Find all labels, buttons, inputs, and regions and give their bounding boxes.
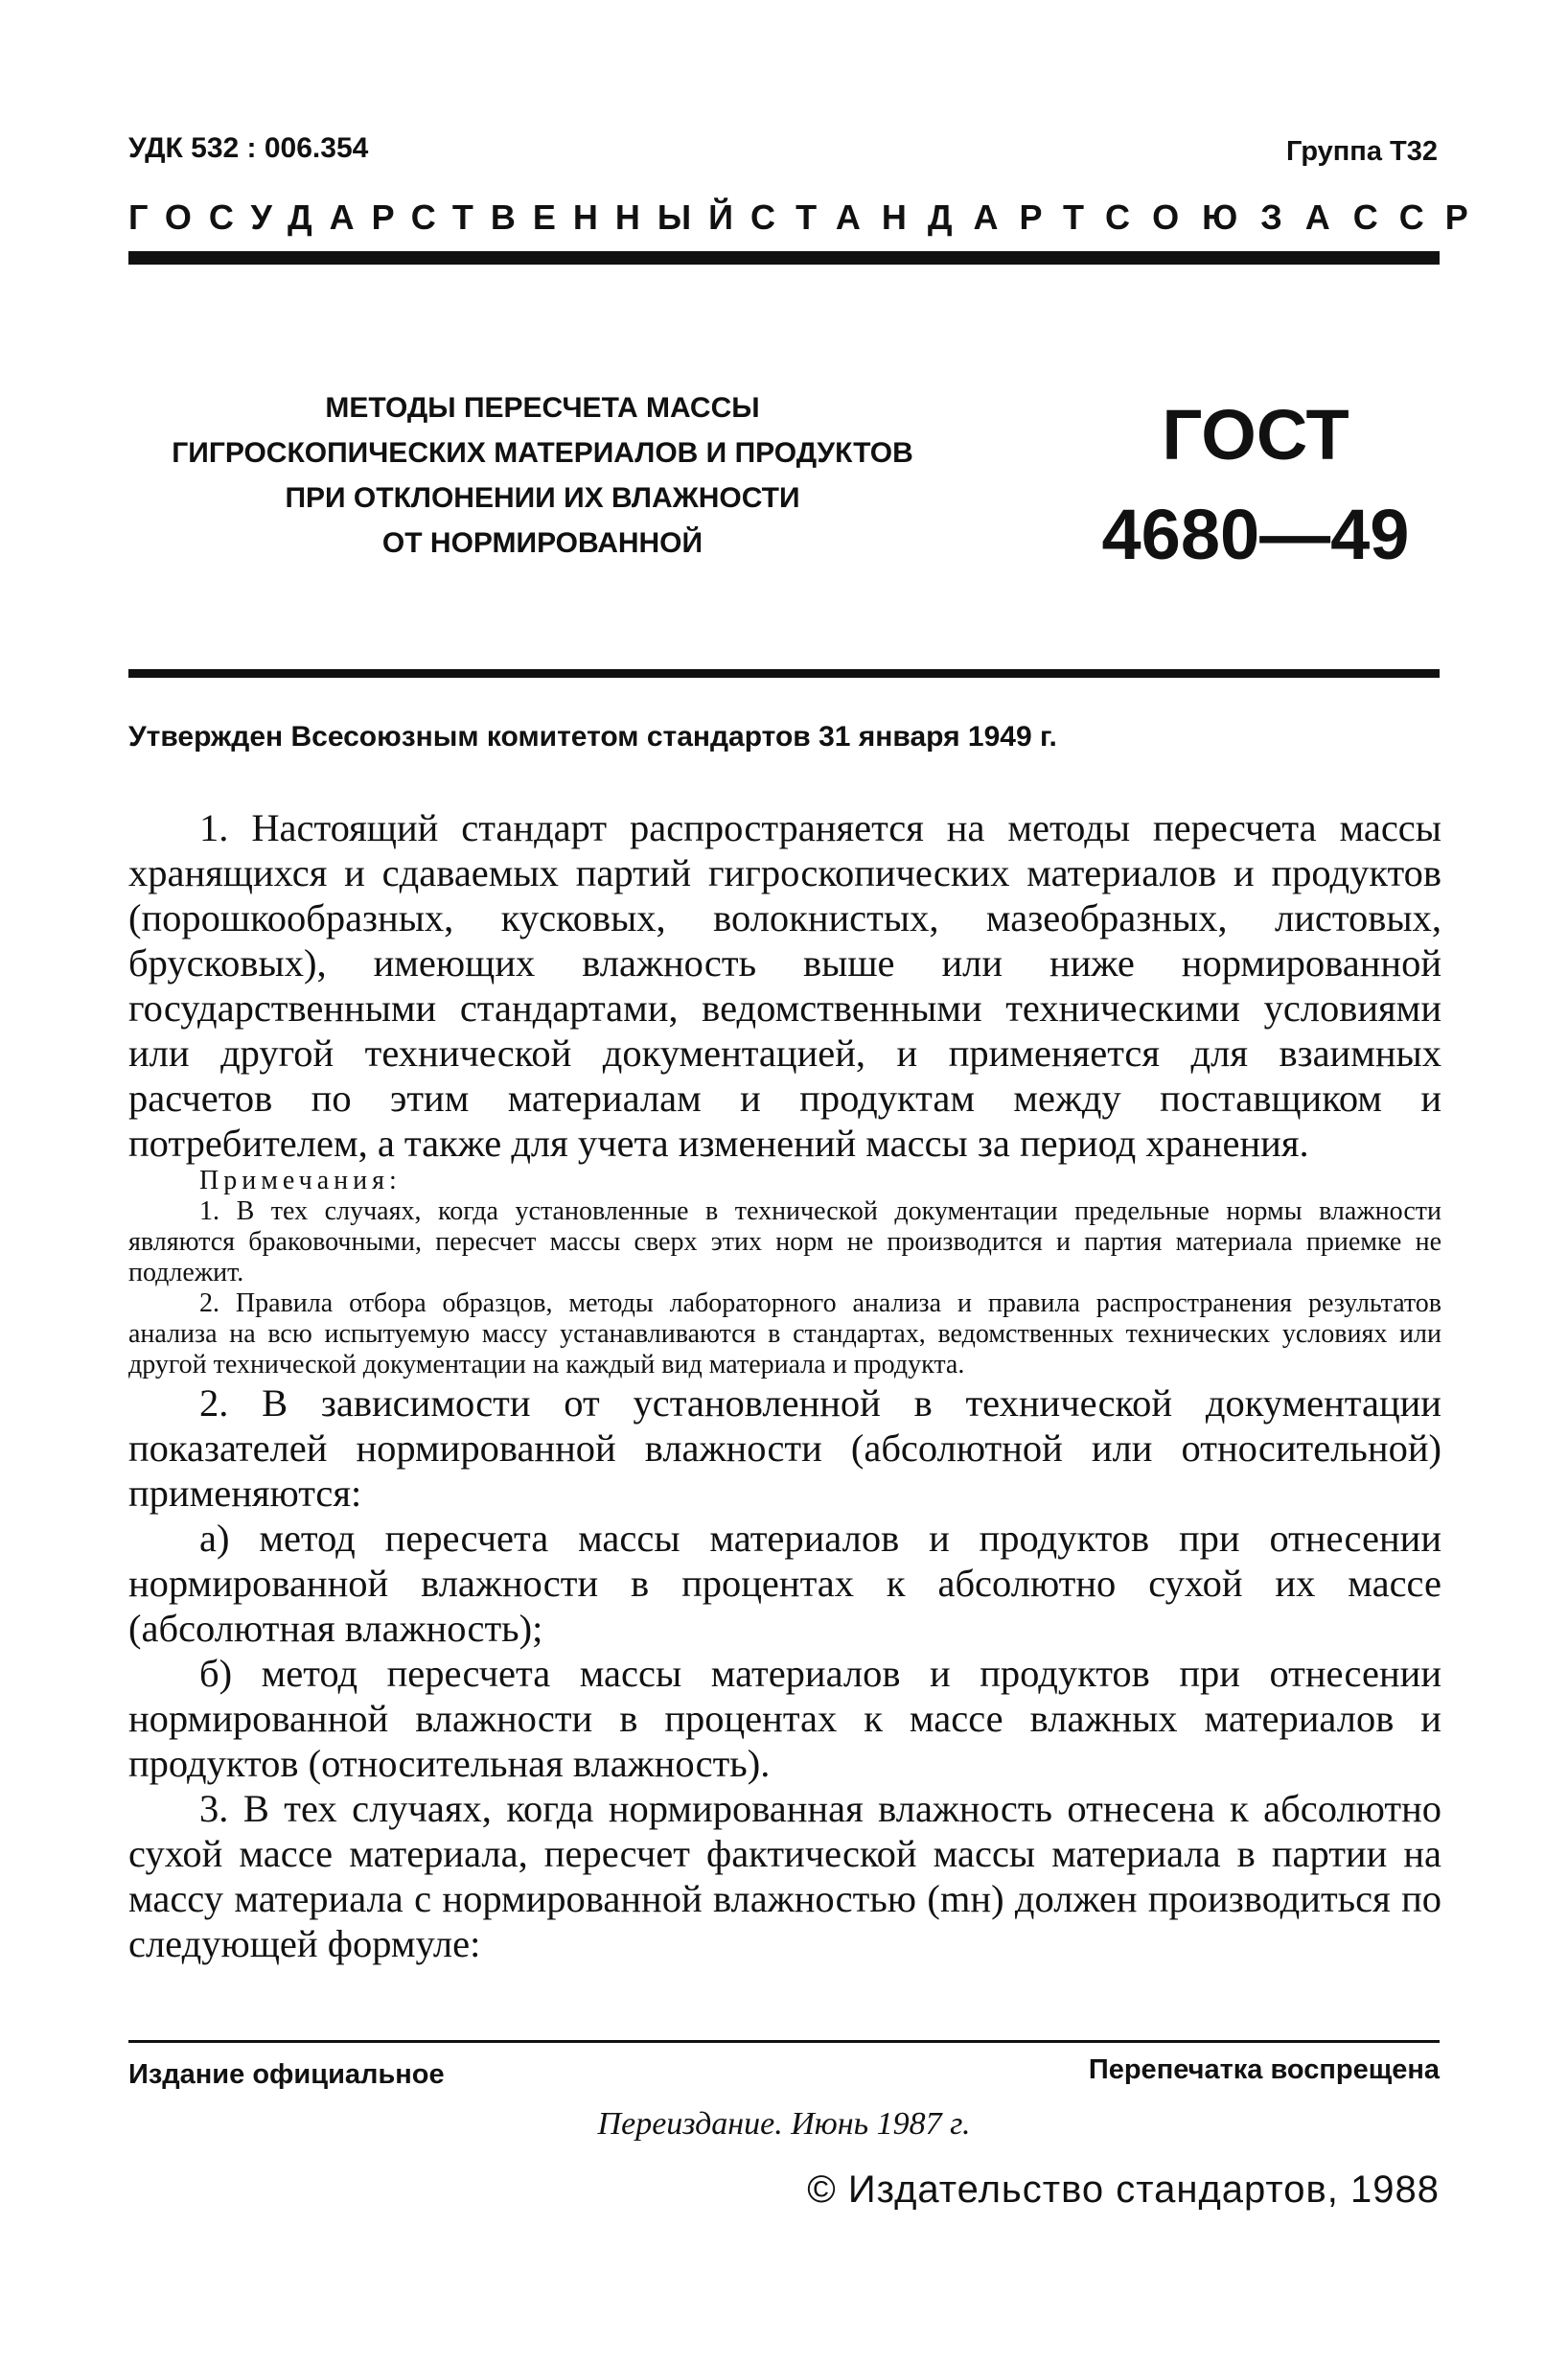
title-line-4: ОТ НОРМИРОВАННОЙ <box>381 527 703 559</box>
gost-number: 4680—49 <box>1101 495 1410 574</box>
document-title <box>150 385 935 566</box>
reissue-note: Переиздание. Июнь 1987 г. <box>597 2106 971 2142</box>
paragraph-3: 3. В тех случаях, когда нормированная влажность отнесена к абсолютно сухой массе материала, пересчет фактической массы материала в партии на массу материала с нормированной влажностью (mн) должен производиться по следующей формуле: <box>128 1787 1441 1965</box>
approval-note: Утвержден Всесоюзным комитетом стандартов 31 января 1949 г. <box>128 721 1057 753</box>
notes-heading: Примечания: <box>199 1166 402 1195</box>
title-line-1: МЕТОДЫ ПЕРЕСЧЕТА МАССЫ <box>325 392 760 424</box>
note-1: 1. В тех случаях, когда установленные в технической документации предельные нормы влажности являются браковочными, пересчет массы сверх этих норм не производится и партия материала приемке не подлежит. <box>128 1196 1441 1287</box>
reprint-prohibited-label: Перепечатка воспрещена <box>1088 2054 1440 2085</box>
udc-code: УДК 532 : 006.354 <box>128 132 369 164</box>
banner-word-1: ГОСУДАРСТВЕННЫЙ <box>128 197 751 237</box>
notes-section <box>128 1166 1441 1380</box>
paragraph-1: 1. Настоящий стандарт распространяется на методы пересчета массы хранящихся и сдаваемых партий гигроскопических материалов и продуктов (порошкообразных, кусковых, волокнистых, мазеобразных, листовых, брусковых), имеющих влажность выше или ниже нормированной государственными стандартами, ведомственными техническими условиями или другой технической документацией, и применяется для взаимных расчетов по этим материалам и продуктам между поставщиком и потребителем, а также для учета изменений массы за период хранения. <box>128 806 1441 1165</box>
title-line-2: ГИГРОСКОПИЧЕСКИХ МАТЕРИАЛОВ И ПРОДУКТОВ <box>172 437 913 469</box>
header-rule <box>128 251 1440 265</box>
banner-word-4: ССР <box>1352 197 1489 237</box>
document-body <box>128 805 1441 1966</box>
copyright-line: © Издательство стандартов, 1988 <box>807 2168 1440 2211</box>
item-b: б) метод пересчета массы материалов и продуктов при отнесении нормированной влажности в процентах к массе влажных материалов и продуктов (относительная влажность). <box>128 1652 1441 1785</box>
footer-rule <box>128 2040 1440 2043</box>
note-2: 2. Правила отбора образцов, методы лабораторного анализа и правила распространения результатов анализа на всю испытуемую массу устанавливаются в стандартах, ведомственных технических условиях или другой технической документации на каждый вид материала и продукта. <box>128 1288 1441 1380</box>
title-line-3: ПРИ ОТКЛОНЕНИИ ИХ ВЛАЖНОСТИ <box>285 482 800 514</box>
banner-word-2: СТАНДАРТ <box>750 197 1106 237</box>
banner-word-3: СОЮЗА <box>1105 197 1353 237</box>
gost-label: ГОСТ <box>1162 395 1349 475</box>
gost-designation <box>1073 385 1438 585</box>
group-code: Группа Т32 <box>1286 136 1438 167</box>
item-a: а) метод пересчета массы материалов и продуктов при отнесении нормированной влажности в процентах к абсолютно сухой их массе (абсолютная влажность); <box>128 1517 1441 1650</box>
title-rule <box>128 669 1440 678</box>
state-standard-banner <box>128 197 1489 238</box>
paragraph-2: 2. В зависимости от установленной в технической документации показателей нормированной влажности (абсолютной или относительной) применяются: <box>128 1381 1441 1515</box>
official-edition-label: Издание официальное <box>128 2059 445 2090</box>
